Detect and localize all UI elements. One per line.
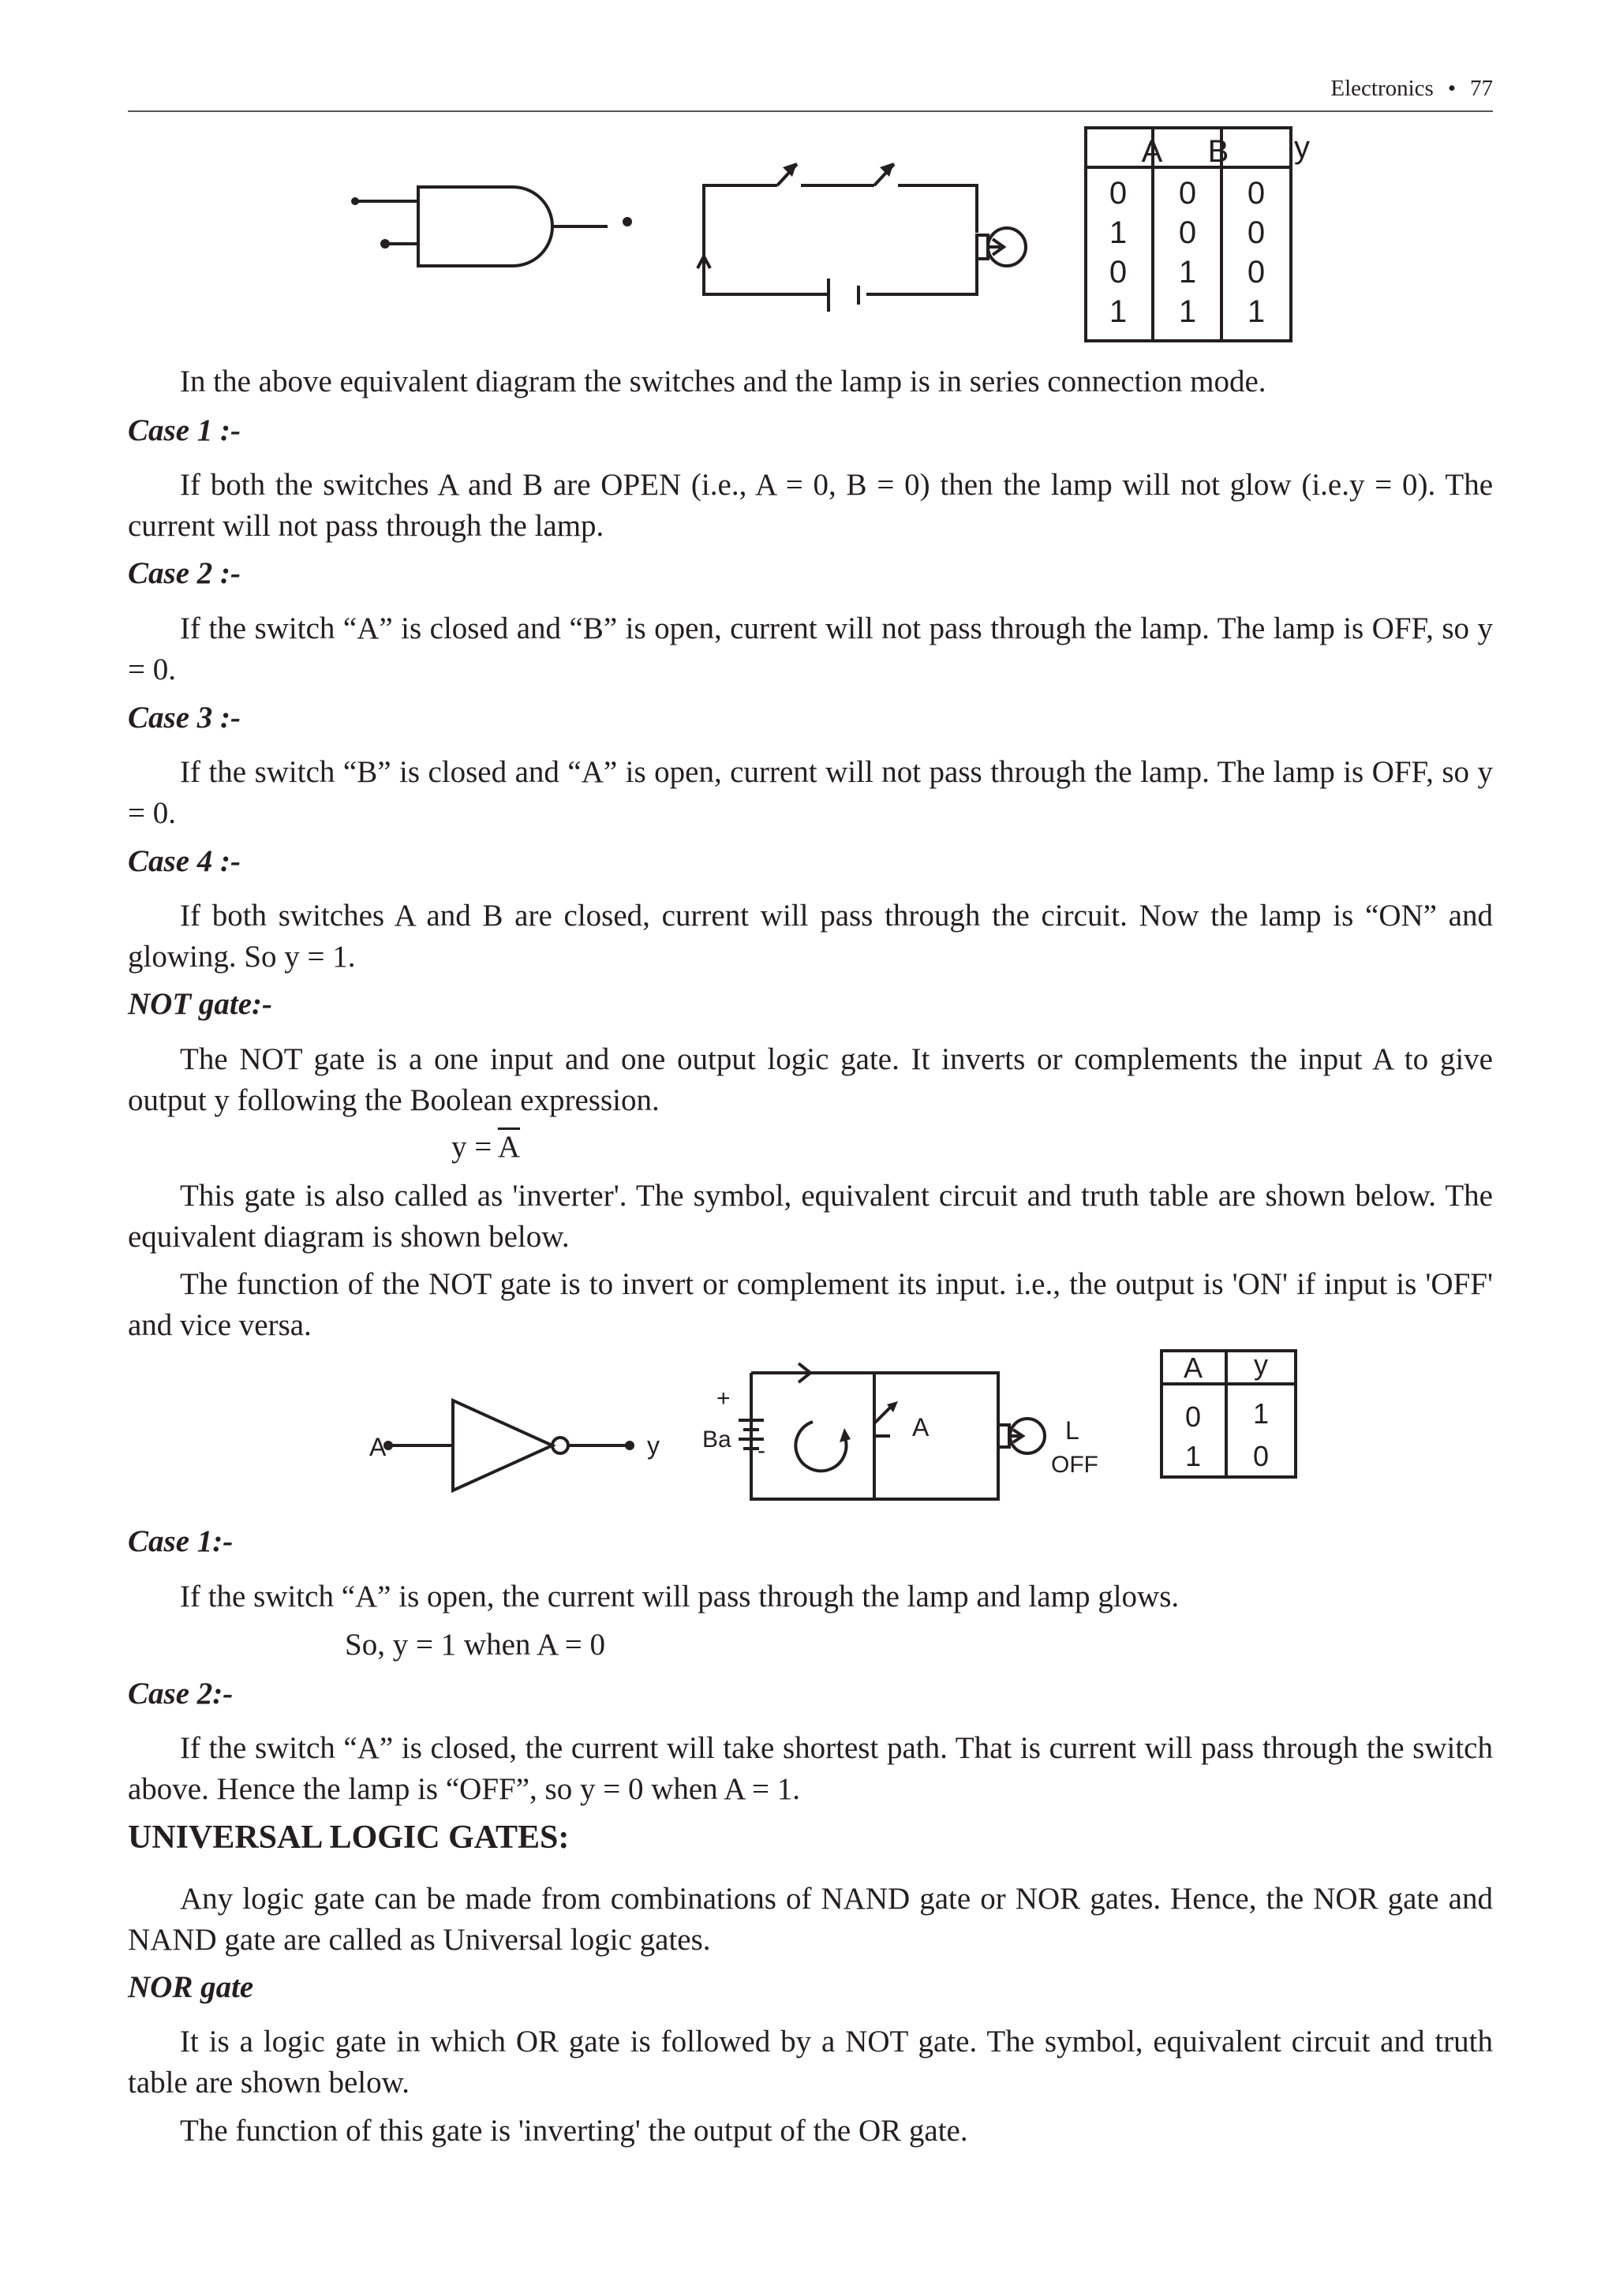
case4-heading: Case 4 :- [128, 844, 241, 878]
and-table-cell: 0 [1247, 255, 1266, 290]
not-table-head-a: A [1183, 1352, 1203, 1384]
not-case2-heading: Case 2:- [128, 1677, 234, 1711]
nor-gate-heading: NOR gate [128, 1970, 254, 2004]
not-table-cell: 0 [1184, 1400, 1202, 1433]
case2-paragraph: If the switch “A” is closed and “B” is open, current will not pass through the lamp. The lamp is OFF, so y = 0. [128, 611, 1493, 686]
switch-label: A [912, 1413, 930, 1442]
paragraph-series: In the above equivalent diagram the switches and the lamp is in series connection mode. [180, 365, 1266, 398]
not-gate-symbol [365, 1393, 688, 1495]
battery-label: Ba [702, 1427, 731, 1453]
not-formula-lhs: y = [451, 1130, 498, 1164]
and-equivalent-circuit [694, 150, 1042, 316]
not-table-cell: 1 [1252, 1397, 1270, 1430]
header-bullet: • [1447, 76, 1456, 101]
not-table-head-y: y [1254, 1348, 1268, 1381]
case4-paragraph: If both switches A and B are closed, current will pass through the circuit. Now the lamp is “ON” and glowing. So y = 1. [128, 899, 1493, 974]
and-table-cell: 1 [1247, 294, 1266, 329]
and-table-cell: 1 [1109, 294, 1128, 329]
and-table-cell: 1 [1109, 215, 1128, 250]
not-output-label: y [647, 1431, 660, 1460]
lamp-state-label: OFF [1051, 1452, 1098, 1478]
not-gate-paragraph: The NOT gate is a one input and one output logic gate. It inverts or complements the input A to give output y following the Boolean expression. [128, 1042, 1493, 1117]
not-case2-paragraph: If the switch “A” is closed, the current will take shortest path. That is current will pass through the switch above. Hence the lamp is “OFF”, so y = 0 when A = 1. [128, 1731, 1493, 1806]
not-case1-paragraph: If the switch “A” is open, the current will pass through the lamp and lamp glows. [180, 1580, 1180, 1614]
and-gate-symbol [347, 178, 647, 280]
universal-gates-paragraph: Any logic gate can be made from combinations of NAND gate or NOR gates. Hence, the NOR gate and NAND gate are called as Universal logic gates. [128, 1882, 1493, 1957]
battery-plus-sign: + [716, 1385, 731, 1412]
case3-paragraph: If the switch “B” is closed and “A” is open, current will not pass through the lamp. The lamp is OFF, so y = 0. [128, 755, 1493, 830]
and-table-cell: 0 [1247, 215, 1266, 250]
and-table-cell: 0 [1178, 215, 1197, 250]
header-section: Electronics [1330, 76, 1434, 101]
case2-heading: Case 2 :- [128, 556, 241, 590]
nor-gate-paragraph: It is a logic gate in which OR gate is followed by a NOT gate. The symbol, equivalent circuit and truth table are shown below. [128, 2025, 1493, 2100]
and-table-head-y: y [1294, 130, 1310, 165]
not-table-cell: 1 [1184, 1440, 1202, 1472]
and-table-cell: 0 [1178, 176, 1197, 211]
and-table-head-a: A [1141, 134, 1163, 169]
and-table-cell: 0 [1247, 176, 1266, 211]
not-input-label: A [369, 1433, 387, 1461]
and-table-cell: 1 [1178, 255, 1197, 290]
not-truth-table [1158, 1348, 1300, 1482]
inverter-paragraph: This gate is also called as 'inverter'. The symbol, equivalent circuit and truth table are shown below. The equivalent diagram is shown below. [128, 1179, 1493, 1254]
case3-heading: Case 3 :- [128, 701, 241, 735]
battery-minus-sign: - [758, 1438, 765, 1464]
and-table-cell: 1 [1178, 294, 1197, 329]
not-function-paragraph: The function of the NOT gate is to invert or complement its input. i.e., the output is 'ON' if input is 'OFF' and vice versa. [128, 1267, 1493, 1342]
running-header [128, 76, 1493, 112]
and-table-head-b: B [1207, 134, 1229, 169]
universal-gates-heading: UNIVERSAL LOGIC GATES: [128, 1819, 570, 1856]
not-formula [451, 1127, 520, 1168]
case1-paragraph: If both the switches A and B are OPEN (i.e., A = 0, B = 0) then the lamp will not glow (i.e.y = 0). The current will not pass through the lamp. [128, 468, 1493, 543]
and-truth-table [1083, 125, 1319, 346]
not-case1-heading: Case 1:- [128, 1524, 234, 1558]
not-gate-heading: NOT gate:- [128, 987, 273, 1021]
not-equivalent-circuit [694, 1341, 1105, 1515]
case1-heading: Case 1 :- [128, 413, 241, 447]
nor-function-paragraph: The function of this gate is 'inverting' the output of the OR gate. [180, 2114, 968, 2148]
not-case1-formula: So, y = 1 when A = 0 [345, 1628, 606, 1662]
and-table-cell: 0 [1109, 176, 1128, 211]
not-table-cell: 0 [1252, 1440, 1270, 1472]
not-formula-rhs: $\overline{A}$ [497, 1130, 521, 1164]
lamp-label: L [1065, 1416, 1079, 1445]
and-table-cell: 0 [1109, 255, 1128, 290]
page-number: 77 [1470, 76, 1493, 101]
